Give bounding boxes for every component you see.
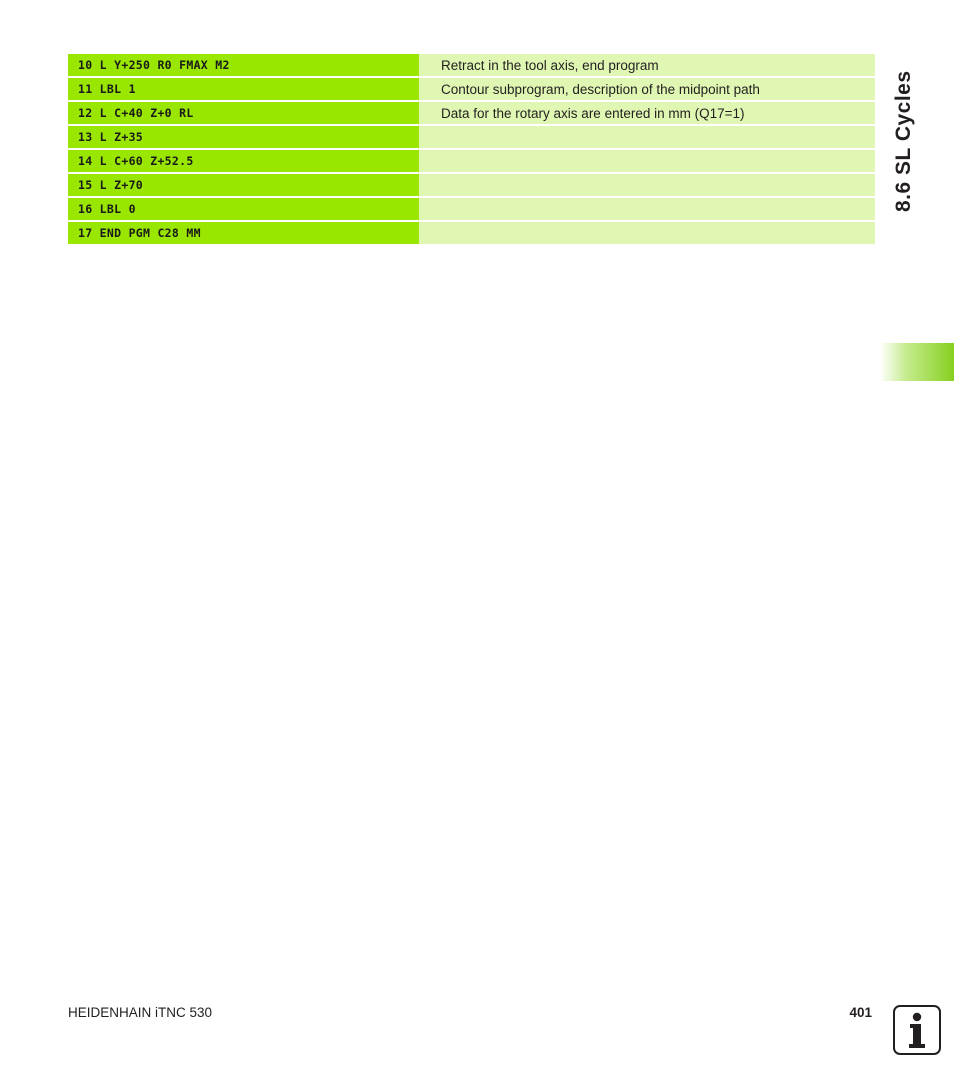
footer-product-name: HEIDENHAIN iTNC 530 xyxy=(68,1005,213,1020)
nc-code-cell: 12 L C+40 Z+0 RL xyxy=(68,102,419,124)
nc-code-cell: 11 LBL 1 xyxy=(68,78,419,100)
nc-code-cell: 13 L Z+35 xyxy=(68,126,419,148)
table-row xyxy=(68,222,875,244)
description-cell xyxy=(419,198,875,220)
description-cell: Data for the rotary axis are entered in mm (Q17=1) xyxy=(419,102,875,124)
page-number: 401 xyxy=(849,1005,872,1020)
table-row xyxy=(68,174,875,196)
table-row xyxy=(68,102,875,124)
table-row xyxy=(68,198,875,220)
table-row xyxy=(68,78,875,100)
description-cell: Retract in the tool axis, end program xyxy=(419,54,875,76)
description-cell xyxy=(419,126,875,148)
description-cell: Contour subprogram, description of the midpoint path xyxy=(419,78,875,100)
description-cell xyxy=(419,222,875,244)
nc-code-cell: 15 L Z+70 xyxy=(68,174,419,196)
nc-program-table xyxy=(68,52,875,246)
info-glyph xyxy=(895,1007,939,1053)
table-row xyxy=(68,54,875,76)
description-cell xyxy=(419,174,875,196)
table-row xyxy=(68,150,875,172)
table-row xyxy=(68,126,875,148)
section-title: 8.6 SL Cycles xyxy=(892,70,915,212)
nc-code-cell: 17 END PGM C28 MM xyxy=(68,222,419,244)
description-cell xyxy=(419,150,875,172)
nc-code-cell: 10 L Y+250 R0 FMAX M2 xyxy=(68,54,419,76)
nc-code-cell: 16 LBL 0 xyxy=(68,198,419,220)
info-icon xyxy=(893,1005,941,1055)
chapter-tab-marker xyxy=(880,343,954,381)
nc-code-cell: 14 L C+60 Z+52.5 xyxy=(68,150,419,172)
